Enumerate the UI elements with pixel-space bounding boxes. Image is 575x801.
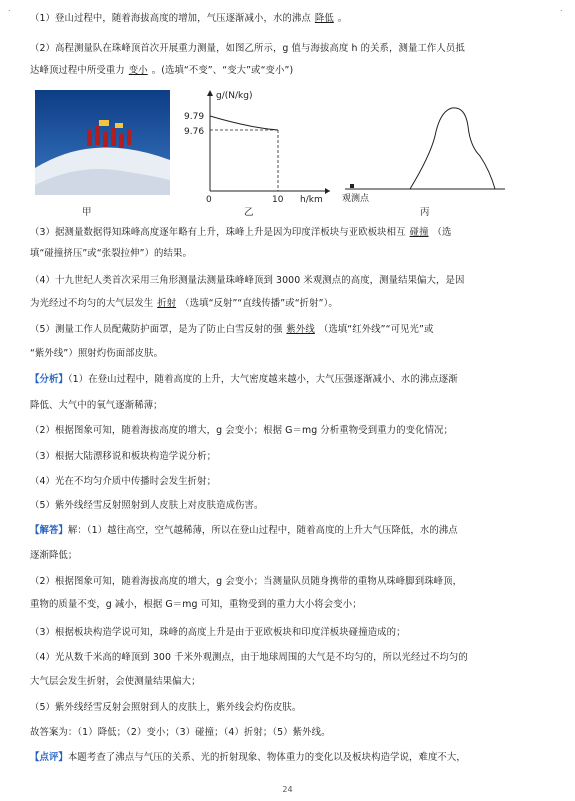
solution-text-5: （3）根据板块构造学说可知，珠峰的高度上升是由于亚欧板块和印度洋板块碰撞造成的； bbox=[30, 627, 406, 638]
solution-text-6: （4）光从数千米高的峰顶到 300 千米外观测点，由于地球周围的大气是不均匀的，所以光经过不均匀的 bbox=[30, 652, 468, 663]
analysis-line-5 bbox=[30, 475, 550, 488]
solution-line-2 bbox=[30, 549, 550, 562]
q4-text: （4）十九世纪人类首次采用三角形测量法测量珠峰峰顶到 3000 米观测点的高度，测量结果偏大，是因 bbox=[30, 275, 465, 286]
q1-text: （1）登山过程中，随着海拔高度的增加，气压逐渐减小，水的沸点 bbox=[30, 13, 311, 24]
solution-line-8 bbox=[30, 701, 550, 714]
mountain-photo-image bbox=[35, 90, 170, 195]
page-number: 24 bbox=[282, 785, 293, 794]
q4-text-2: 为光经过不均匀的大气层发生 bbox=[30, 298, 154, 309]
q1-end: 。 bbox=[337, 13, 348, 24]
q1-answer: 降低 bbox=[314, 13, 334, 24]
q3-text-end: （选 bbox=[432, 227, 452, 238]
solution-text-2: 逐渐降低； bbox=[30, 550, 78, 561]
q5-text-end: “紫外线”）照射灼伤面部皮肤。 bbox=[30, 348, 164, 359]
analysis-text-4: （3）根据大陆漂移说和板块构造学说分析； bbox=[30, 451, 217, 462]
figure-mountain-profile bbox=[340, 86, 510, 204]
solution-line-5 bbox=[30, 626, 550, 639]
analysis-text-1: （1）在登山过程中，随着高度的上升，大气密度越来越小，大气压强逐渐减小、水的沸点逐渐 bbox=[67, 374, 458, 385]
q1-line bbox=[30, 12, 550, 25]
solution-line-3 bbox=[30, 575, 550, 588]
graph-curve bbox=[210, 116, 278, 130]
solution-text-7: 大气层会发生折射，会使测量结果偏大； bbox=[30, 676, 201, 687]
q2-text: （2）高程测量队在珠峰顶首次开展重力测量，如图乙所示，g 值与海拔高度 h 的关系，测量工作人员抵 bbox=[30, 43, 465, 54]
q5-answer: 紫外线 bbox=[286, 324, 315, 335]
analysis-text-3: （2）根据图象可知，随着海拔高度的增大，g 会变小；根据 G＝mg 分析重物受到重力的变化情况； bbox=[30, 425, 454, 436]
corner-mark-tl: . bbox=[8, 4, 11, 13]
figure-graph-g-vs-h bbox=[180, 86, 340, 204]
q3-text: （3）据测量数据得知珠峰高度逐年略有上升，珠峰上升是因为印度洋板块与亚欧板块相互 bbox=[30, 227, 406, 238]
analysis-line-6 bbox=[30, 499, 550, 512]
comment-tag: 【点评】 bbox=[30, 752, 68, 763]
analysis-text-5: （4）光在不均匀介质中传播时会发生折射； bbox=[30, 476, 217, 487]
q5-line-2 bbox=[30, 347, 550, 360]
graph-x-label: h/km bbox=[300, 195, 323, 204]
q3-line-1 bbox=[30, 226, 550, 239]
q4-line-2 bbox=[30, 297, 550, 310]
q3-line-2 bbox=[30, 247, 550, 260]
q5-options: （选填“红外线”“可见光”或 bbox=[318, 324, 434, 335]
solution-line-6 bbox=[30, 651, 550, 664]
graph-y-label: g/(N/kg) bbox=[216, 91, 253, 101]
observation-point-label: 观测点 bbox=[342, 194, 370, 204]
caption-yi: 乙 bbox=[244, 207, 254, 218]
mountain-outline bbox=[410, 108, 495, 189]
solution-line-7 bbox=[30, 675, 550, 688]
observation-point-marker bbox=[350, 184, 354, 188]
q3-options: 填“碰撞挤压”或“张裂拉伸”）的结果。 bbox=[30, 248, 192, 259]
analysis-text-6: （5）紫外线经雪反射照射到人皮肤上对皮肤造成伤害。 bbox=[30, 500, 264, 511]
caption-jia: 甲 bbox=[82, 207, 92, 218]
q4-answer: 折射 bbox=[157, 298, 177, 309]
analysis-text-2: 降低、大气中的氧气逐渐稀薄； bbox=[30, 400, 163, 411]
graph-x-tick-10: 10 bbox=[272, 195, 284, 204]
comment-text: 本题考查了沸点与气压的关系、光的折射现象、物体重力的变化以及板块构造学说，难度不大， bbox=[67, 752, 466, 763]
solution-tag: 【解答】 bbox=[30, 525, 68, 536]
q5-line-1 bbox=[30, 323, 550, 336]
solution-line-4 bbox=[30, 598, 550, 611]
analysis-line-3 bbox=[30, 424, 550, 437]
q5-text: （5）测量工作人员配戴防护面罩，是为了防止白雪反射的强 bbox=[30, 324, 283, 335]
graph-y-tick-2: 9.76 bbox=[184, 127, 205, 137]
final-answer-line bbox=[30, 726, 550, 739]
solution-text-8: （5）紫外线经雪反射会照射到人的皮肤上，紫外线会灼伤皮肤。 bbox=[30, 702, 302, 713]
caption-bing: 丙 bbox=[420, 207, 430, 218]
figure-photo-climbers bbox=[35, 90, 170, 195]
q2-text-2: 达峰顶过程中所受重力 bbox=[30, 65, 125, 76]
q3-answer: 碰撞 bbox=[409, 227, 429, 238]
graph-x-tick-0: 0 bbox=[206, 195, 212, 204]
q2-line-1 bbox=[30, 42, 550, 55]
solution-text-3: （2）根据图象可知，随着海拔高度的增大，g 会变小；当测量队员随身携带的重物从珠峰脚到珠峰顶， bbox=[30, 576, 463, 587]
final-answer-text: 故答案为：（1）降低；（2）变小；（3）碰撞；（4）折射；（5）紫外线。 bbox=[30, 727, 331, 738]
analysis-line-1 bbox=[30, 373, 550, 386]
solution-line-1 bbox=[30, 524, 550, 537]
q4-line-1 bbox=[30, 274, 550, 287]
corner-mark-tr: . bbox=[560, 4, 563, 13]
solution-text-1: 解：（1）越往高空，空气越稀薄，所以在登山过程中，随着高度的上升大气压降低，水的沸点 bbox=[67, 525, 458, 536]
analysis-tag: 【分析】 bbox=[30, 374, 68, 385]
q4-options: （选填“反射”“直线传播”或“折射”）。 bbox=[180, 298, 338, 309]
solution-text-4: 重物的质量不变，g 减小，根据 G＝mg 可知，重物受到的重力大小将会变小； bbox=[30, 599, 362, 610]
analysis-line-2 bbox=[30, 399, 550, 412]
q2-options: 。(选填“不变”、“变大”或“变小”) bbox=[151, 65, 294, 76]
q2-line-2 bbox=[30, 64, 550, 77]
analysis-line-4 bbox=[30, 450, 550, 463]
q2-answer: 变小 bbox=[128, 65, 148, 76]
graph-y-tick-1: 9.79 bbox=[184, 112, 205, 122]
comment-line bbox=[30, 751, 550, 764]
